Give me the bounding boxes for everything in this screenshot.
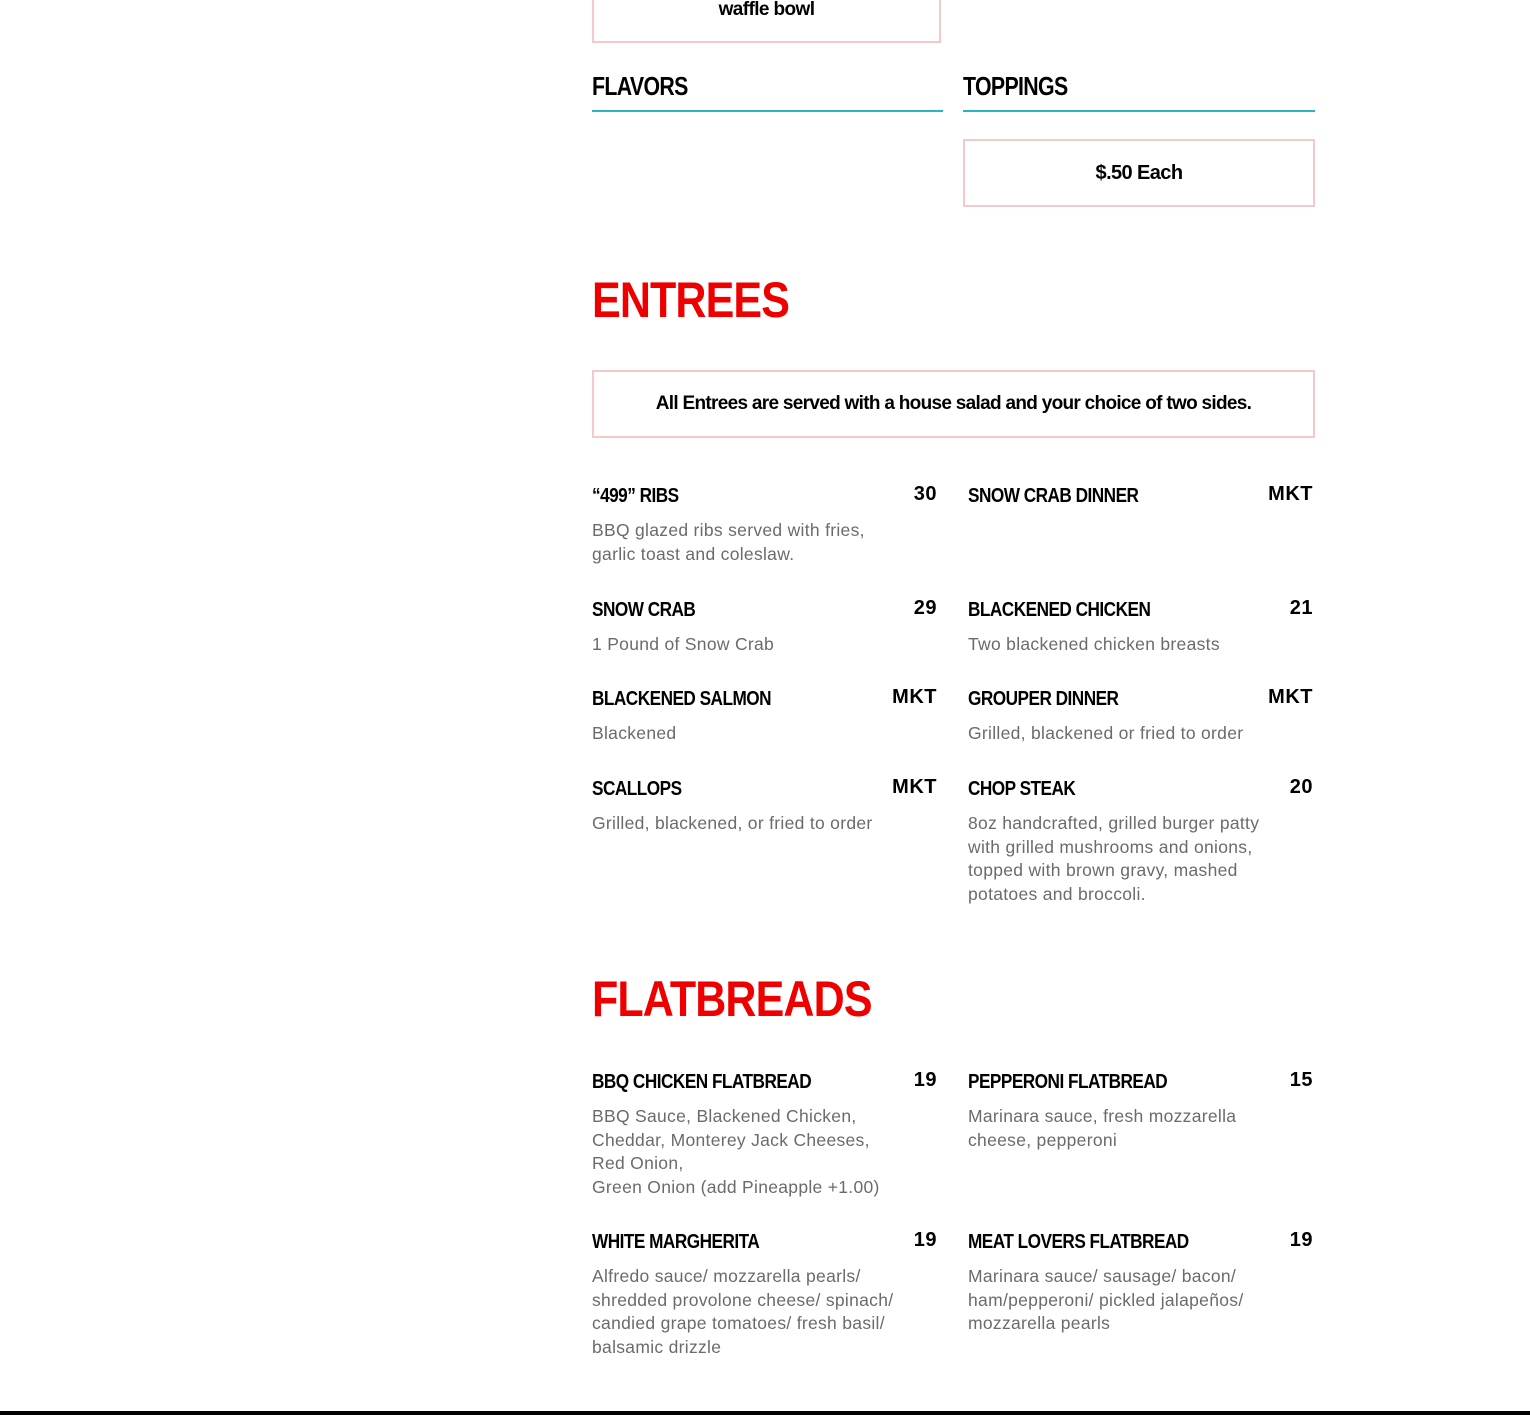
menu-item-price: MKT: [1268, 686, 1313, 708]
menu-item-name: BLACKENED SALMON: [592, 688, 772, 710]
toppings-heading: [963, 66, 1315, 112]
menu-item-name: GROUPER DINNER: [968, 688, 1119, 710]
flavors-heading: [592, 66, 943, 112]
section-title-entrees: ENTREES: [592, 272, 790, 328]
flavors-heading-label: FLAVORS: [592, 71, 688, 101]
menu-item-name: BBQ CHICKEN FLATBREAD: [592, 1071, 812, 1093]
menu-item-description: Marinara sauce/ sausage/ bacon/ ham/pepperoni/ pickled jalapeños/ mozzarella pearls: [968, 1266, 1244, 1334]
menu-item-price: 30: [913, 483, 937, 505]
menu-item-name: “499” RIBS: [592, 485, 679, 507]
menu-item-price: MKT: [892, 686, 937, 708]
menu-item-name: BLACKENED CHICKEN: [968, 599, 1151, 621]
menu-item-name: MEAT LOVERS FLATBREAD: [968, 1231, 1189, 1253]
menu-item-description: 1 Pound of Snow Crab: [592, 634, 775, 654]
menu-item-description: Blackened: [592, 723, 677, 743]
menu-item-name: PEPPERONI FLATBREAD: [968, 1071, 1168, 1093]
menu-item-name: SNOW CRAB DINNER: [968, 485, 1139, 507]
toppings-heading-label: TOPPINGS: [963, 71, 1068, 101]
menu-item-price: MKT: [1268, 483, 1313, 505]
menu-item-description: Grilled, blackened or fried to order: [968, 723, 1244, 743]
menu-item-price: 19: [913, 1069, 937, 1091]
menu-item-description: Alfredo sauce/ mozzarella pearls/ shredded provolone cheese/ spinach/ candied grape tomatoes/ fresh basil/ balsamic drizzle: [592, 1266, 894, 1357]
menu-item-price: 29: [913, 597, 937, 619]
menu-item-price: 15: [1289, 1069, 1313, 1091]
menu-item-description: Grilled, blackened, or fried to order: [592, 813, 873, 833]
menu-item-name: SCALLOPS: [592, 778, 682, 800]
menu-item-price: 19: [913, 1229, 937, 1251]
menu-item-price: 21: [1289, 597, 1313, 619]
menu-item-description: BBQ glazed ribs served with fries, garlic toast and coleslaw.: [592, 520, 865, 564]
menu-item-price: 19: [1289, 1229, 1313, 1251]
menu-item-description: 8oz handcrafted, grilled burger patty with grilled mushrooms and onions, topped with brown gravy, mashed potatoes and broccoli.: [968, 813, 1260, 904]
entrees-note: [592, 370, 1315, 438]
menu-item-description: BBQ Sauce, Blackened Chicken, Cheddar, Monterey Jack Cheeses, Red Onion, Green Onion (add Pineapple +1.00): [592, 1106, 880, 1197]
menu-item-name: SNOW CRAB: [592, 599, 696, 621]
menu-item-description: Two blackened chicken breasts: [968, 634, 1220, 654]
menu-item-description: Marinara sauce, fresh mozzarella cheese, pepperoni: [968, 1106, 1237, 1150]
toppings-price-label: $.50 Each: [1095, 162, 1183, 184]
menu-item-price: 20: [1289, 776, 1313, 798]
menu-item-name: WHITE MARGHERITA: [592, 1231, 760, 1253]
entrees-note-text: All Entrees are served with a house salad and your choice of two sides.: [655, 393, 1252, 414]
menu-item-name: CHOP STEAK: [968, 778, 1076, 800]
menu-item-price: MKT: [892, 776, 937, 798]
partial-menu-card: [592, 0, 941, 43]
card-text: waffle bowl: [718, 0, 815, 20]
footer-divider: [0, 1411, 1530, 1415]
section-title-flatbreads: FLATBREADS: [592, 971, 872, 1027]
toppings-price-note: [963, 139, 1315, 207]
